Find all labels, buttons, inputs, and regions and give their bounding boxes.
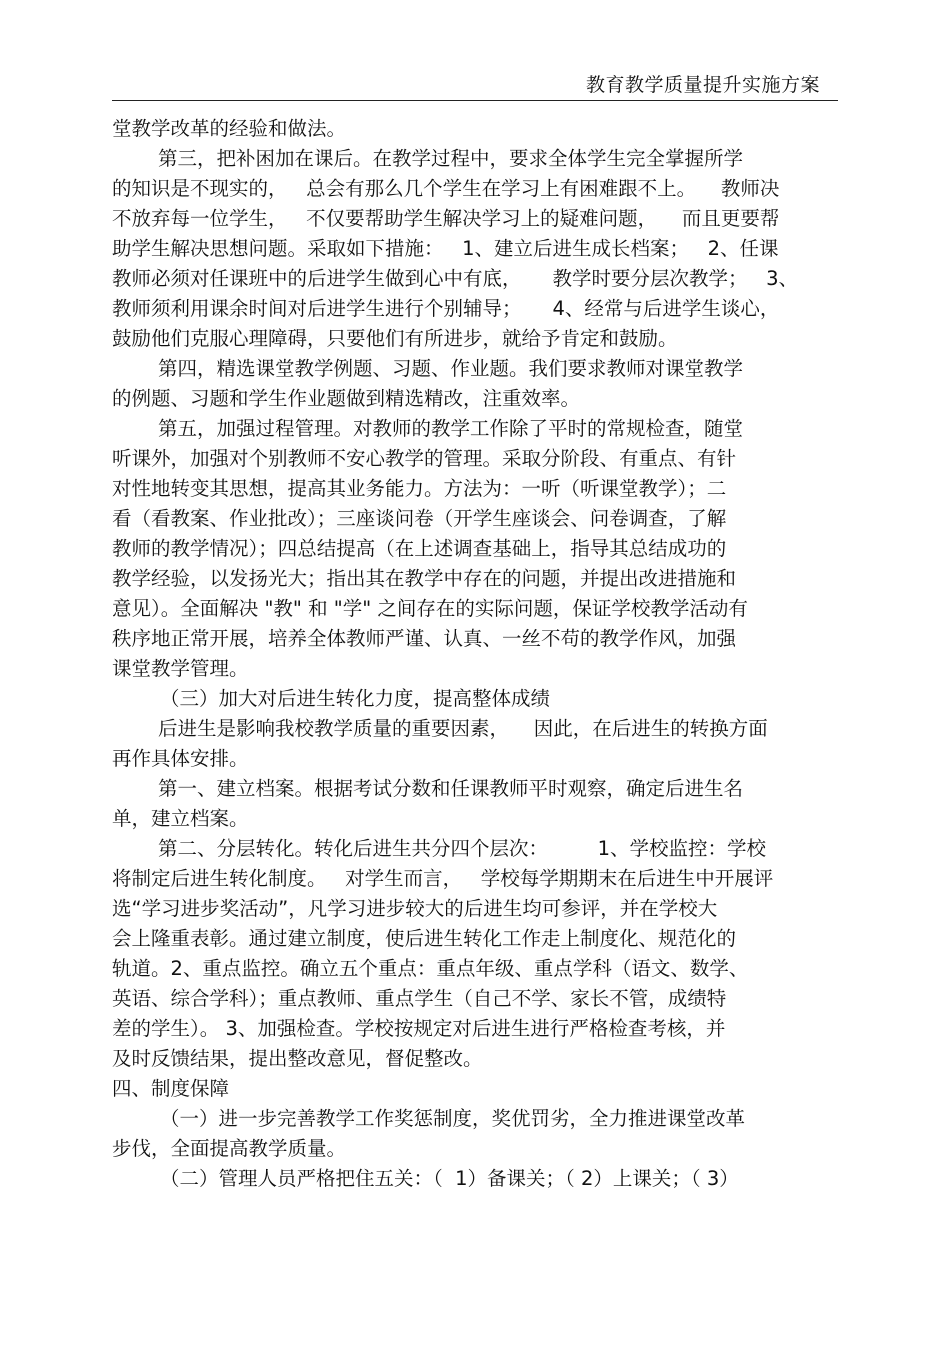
header-rule	[112, 100, 838, 101]
text-line: 助学生解决思想问题。采取如下措施： 1、建立后进生成长档案； 2、任课	[112, 237, 779, 260]
text-line: 的例题、习题和学生作业题做到精选精改，注重效率。	[112, 387, 581, 410]
text-line: （一）进一步完善教学工作奖惩制度，奖优罚劣，全力推进课堂改革	[160, 1107, 746, 1130]
text-line: 会上隆重表彰。通过建立制度，使后进生转化工作走上制度化、规范化的	[112, 927, 737, 950]
text-line: 听课外，加强对个别教师不安心教学的管理。采取分阶段、有重点、有针	[112, 447, 737, 470]
section-heading: 四、制度保障	[112, 1077, 230, 1100]
text-line: 的知识是不现实的， 总会有那么几个学生在学习上有困难跟不上。 教师决	[112, 177, 780, 200]
section-heading: （三）加大对后进生转化力度，提高整体成绩	[160, 687, 551, 710]
text-line: 第四，精选课堂教学例题、习题、作业题。我们要求教师对课堂教学	[158, 357, 744, 380]
text-line: 再作具体安排。	[112, 747, 249, 770]
text-line: 教师须利用课余时间对后进学生进行个别辅导； 4、经常与后进学生谈心，	[112, 297, 780, 320]
text-line: 将制定后进生转化制度。 对学生而言， 学校每学期期末在后进生中开展评	[112, 867, 774, 890]
text-line: 堂教学改革的经验和做法。	[112, 117, 347, 140]
text-line: 单，建立档案。	[112, 807, 249, 830]
text-line: 选“学习进步奖活动”，凡学习进步较大的后进生均可参评，并在学校大	[112, 897, 718, 920]
text-line: 差的学生）。 3、加强检查。学校按规定对后进生进行严格检查考核，并	[112, 1017, 726, 1040]
text-line: 英语、综合学科）；重点教师、重点学生（自己不学、家长不管，成绩特	[112, 987, 727, 1010]
text-line: 第二、分层转化。转化后进生共分四个层次： 1、学校监控：学校	[158, 837, 766, 860]
text-line: （二）管理人员严格把住五关：（ 1）备课关；（ 2）上课关；（ 3）	[160, 1167, 739, 1190]
text-line: 教师的教学情况）；四总结提高（在上述调查基础上，指导其总结成功的	[112, 537, 727, 560]
text-line: 第一、建立档案。根据考试分数和任课教师平时观察，确定后进生名	[158, 777, 744, 800]
text-line: 轨道。2、重点监控。确立五个重点：重点年级、重点学科（语文、数学、	[112, 957, 749, 980]
text-line: 不放弃每一位学生， 不仅要帮助学生解决学习上的疑难问题， 而且更要帮	[112, 207, 780, 230]
text-line: 看（看教案、作业批改）；三座谈问卷（开学生座谈会、问卷调查，了解	[112, 507, 727, 530]
text-line: 鼓励他们克服心理障碍，只要他们有所进步，就给予肯定和鼓励。	[112, 327, 678, 350]
text-line: 后进生是影响我校教学质量的重要因素， 因此，在后进生的转换方面	[158, 717, 768, 740]
text-line: 第三，把补困加在课后。在教学过程中，要求全体学生完全掌握所学	[158, 147, 744, 170]
text-line: 教学经验，以发扬光大；指出其在教学中存在的问题，并提出改进措施和	[112, 567, 737, 590]
text-line: 课堂教学管理。	[112, 657, 249, 680]
text-line: 教师必须对任课班中的后进学生做到心中有底， 教学时要分层次教学； 3、	[112, 267, 798, 290]
text-line: 意见）。全面解决 "教" 和 "学" 之间存在的实际问题，保证学校教学活动有	[112, 597, 748, 620]
text-line: 秩序地正常开展，培养全体教师严谨、认真、一丝不苟的教学作风，加强	[112, 627, 737, 650]
text-line: 对性地转变其思想，提高其业务能力。方法为：一听（听课堂教学）；二	[112, 477, 727, 500]
text-line: 及时反馈结果，提出整改意见，督促整改。	[112, 1047, 483, 1070]
text-line: 步伐，全面提高教学质量。	[112, 1137, 347, 1160]
text-line: 第五，加强过程管理。对教师的教学工作除了平时的常规检查，随堂	[158, 417, 744, 440]
page-header-title: 教育教学质量提升实施方案	[585, 74, 820, 96]
